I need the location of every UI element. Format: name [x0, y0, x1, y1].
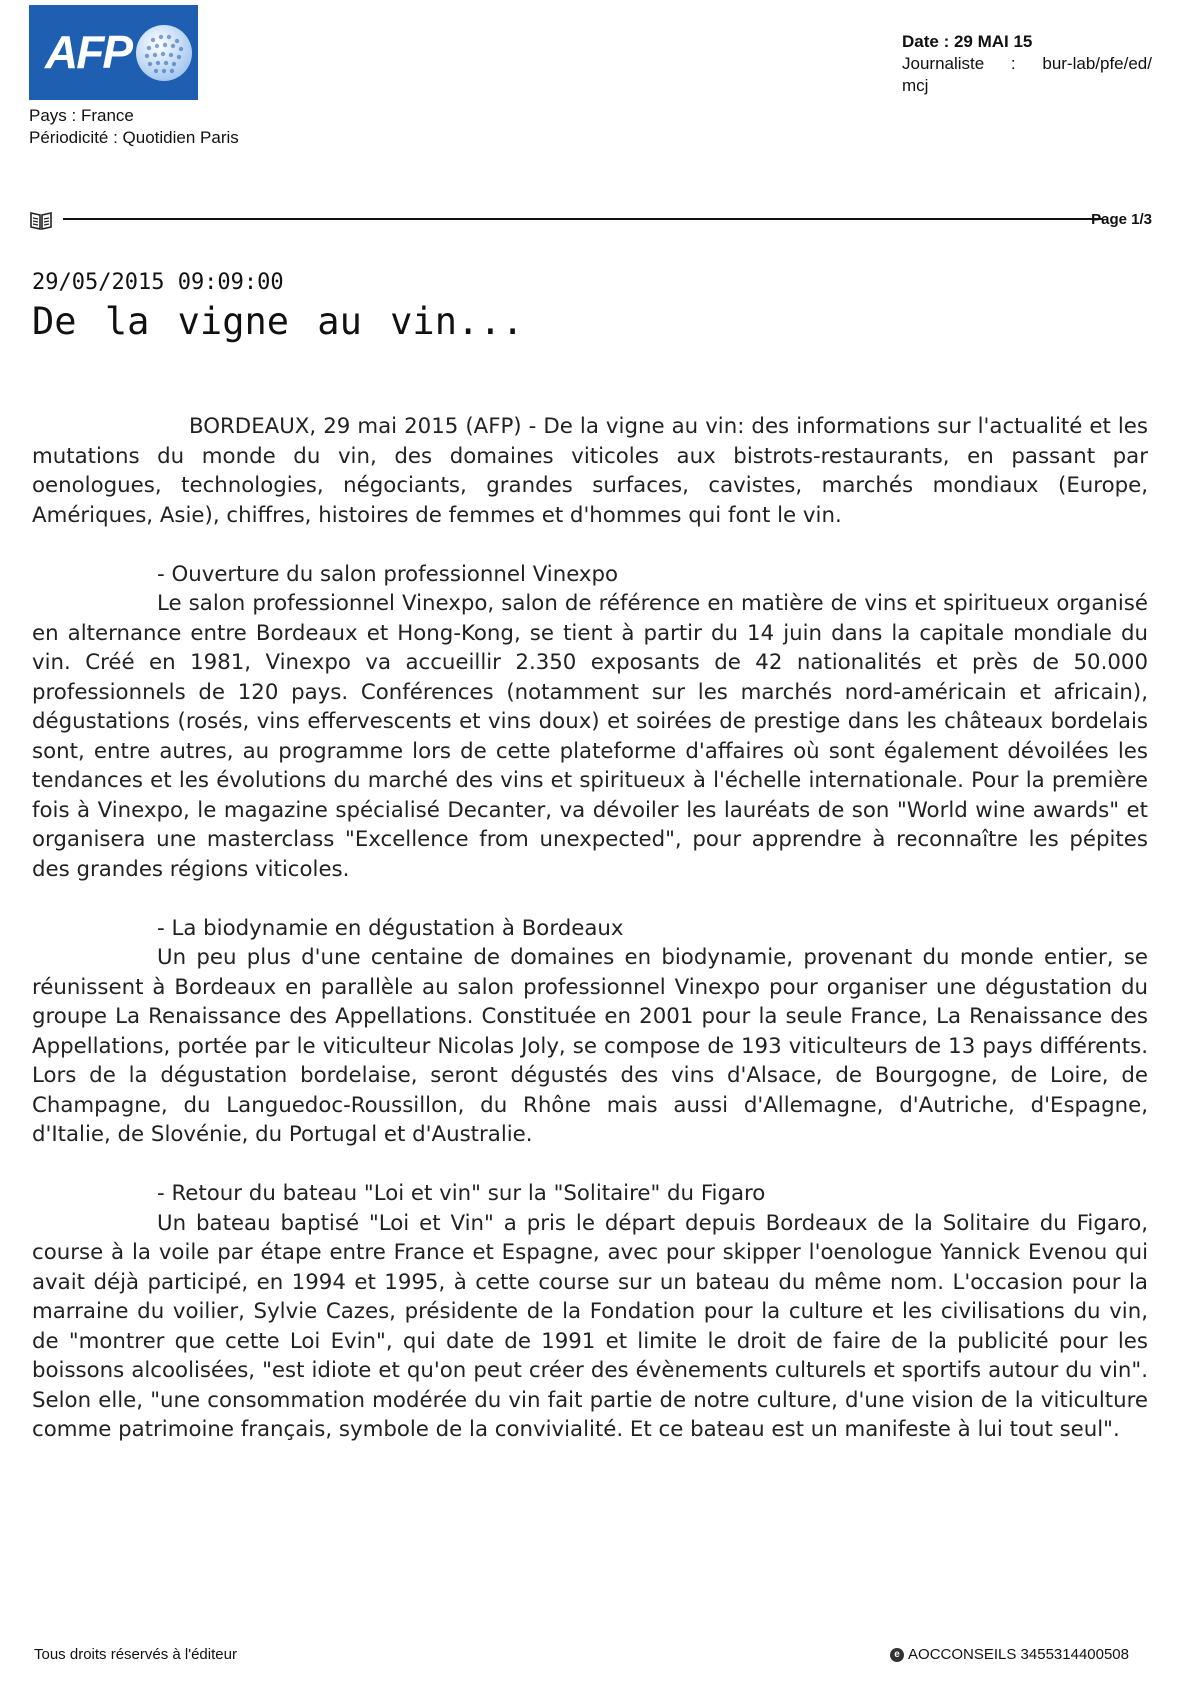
- page-divider: [29, 210, 1152, 232]
- section-heading: - Retour du bateau "Loi et vin" sur la "Solitaire" du Figaro: [157, 1181, 766, 1206]
- publisher-icon: e: [890, 1648, 904, 1662]
- article-body: [32, 412, 1148, 1445]
- article-title: De la vigne au vin...: [32, 300, 524, 343]
- globe-icon: [133, 22, 195, 84]
- rights-notice: Tous droits réservés à l'éditeur: [34, 1646, 237, 1663]
- country-label: Pays : France: [29, 106, 134, 125]
- article-meta: [902, 31, 1152, 97]
- publication-info: [29, 105, 239, 149]
- journalist-value-continued: mcj: [902, 76, 929, 95]
- section-heading: - Ouverture du salon professionnel Vinexpo: [157, 561, 619, 587]
- periodicity-label: Périodicité : Quotidien Paris: [29, 128, 239, 147]
- horizontal-rule: [63, 218, 1103, 220]
- section-text: Le salon professionnel Vinexpo, salon de référence en matière de vins et spiritueux organisé en alternance entre Bordeaux et Hong-Kong, se tient à partir du 14 juin dans la capitale mondiale du vin. Créé en 1981, Vinexpo va accueillir 2.350 exposants de 42 nationalités et près de 50.000 professionnels de 120 pays. Conférences (notamment sur les marchés nord-américain et africain), dégustations (rosés, vins effervescents et vins doux) et soirées de prestige dans les châteaux bordelais sont, entre autres, au programme lors de cette plateforme d'affaires où sont également dévoilées les tendances et les évolutions du marché des vins et spiritueux à l'échelle internationale. Pour la première fois à Vinexpo, le magazine spécialisé Decanter, va dévoiler les lauréats de son "World wine awards" et organisera une masterclass "Excellence from unexpected", pour apprendre à reconnaître les pépites des grandes régions viticoles.: [32, 591, 1148, 882]
- article-timestamp: 29/05/2015 09:09:00: [32, 270, 284, 295]
- page-number: Page 1/3: [1091, 211, 1152, 228]
- date-label: Date : 29 MAI 15: [902, 32, 1033, 51]
- publisher-reference: [890, 1646, 1129, 1663]
- journalist-value: bur-lab/pfe/ed/: [1042, 54, 1152, 73]
- book-icon: [29, 211, 53, 231]
- logo-text: AFP: [45, 26, 131, 78]
- journalist-row: [902, 53, 1152, 75]
- section-text: Un peu plus d'une centaine de domaines en biodynamie, provenant du monde entier, se réunissent à Bordeaux en parallèle au salon professionnel Vinexpo pour organiser une dégustation du groupe La Renaissance des Appellations. Constituée en 2001 pour la seule France, La Renaissance des Appellations, portée par le viticulteur Nicolas Joly, se compose de 193 viticulteurs de 13 pays différents. Lors de la dégustation bordelaise, seront dégustés des vins d'Alsace, de Bourgogne, de Loire, de Champagne, du Languedoc-Roussillon, du Rhône mais aussi d'Allemagne, d'Autriche, d'Espagne, d'Italie, de Slovénie, du Portugal et d'Australie.: [32, 945, 1148, 1147]
- article-lead: BORDEAUX, 29 mai 2015 (AFP) - De la vigne au vin: des informations sur l'actualité et les mutations du monde du vin, des domaines viticoles aux bistrots-restaurants, en passant par oenologues, technologies, négociants, grandes surfaces, cavistes, marchés mondiaux (Europe, Amériques, Asie), chiffres, histoires de femmes et d'hommes qui font le vin.: [32, 414, 1148, 528]
- section-heading: - La biodynamie en dégustation à Bordeaux: [157, 915, 624, 941]
- journalist-label: Journaliste: [902, 54, 985, 73]
- journalist-separator: :: [1010, 54, 1016, 73]
- section-text: Un bateau baptisé "Loi et Vin" a pris le départ depuis Bordeaux de la Solitaire du Figaro, course à la voile par étape entre France et Espagne, avec pour skipper l'oenologue Yannick Evenou qui avait déjà participé, en 1994 et 1995, à cette course sur un bateau du même nom. L'occasion pour la marraine du voilier, Sylvie Cazes, présidente de la Fondation pour la culture et les civilisations du vin, de "montrer que cette Loi Evin", qui date de 1991 et limite le droit de faire de la publicité pour les boissons alcoolisées, "est idiote et qu'on peut créer des évènements culturels et sportifs autour du vin". Selon elle, "une consommation modérée du vin fait partie de notre culture, d'une vision de la viticulture comme patrimoine français, symbole de la convivialité. Et ce bateau est un manifeste à lui tout seul".: [32, 1210, 1148, 1442]
- afp-logo: [29, 5, 198, 100]
- publisher-ref-text: AOCCONSEILS 3455314400508: [908, 1646, 1129, 1663]
